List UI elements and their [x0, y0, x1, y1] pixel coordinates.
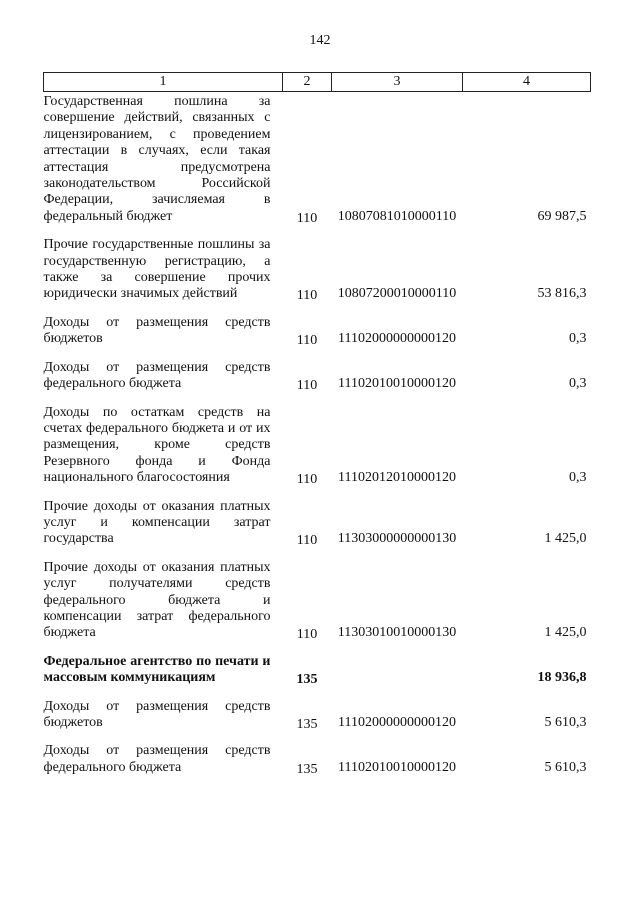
table-row: [44, 652, 591, 689]
row-amount: 5 610,3: [544, 759, 587, 775]
row-spacer-cell: [44, 350, 591, 358]
table-row: [44, 558, 591, 644]
row-admin-code: 135: [296, 672, 318, 688]
row-classification-code: 11303000000000130: [337, 531, 457, 547]
row-spacer: [44, 350, 591, 358]
row-admin-code: 110: [296, 378, 318, 394]
row-spacer-cell: [44, 550, 591, 558]
row-description: Доходы от размещения средств бюджетов: [43, 698, 271, 730]
table-row: [44, 697, 591, 734]
row-description: Федеральное агентство по печати и массовым коммуникациям: [43, 653, 271, 686]
row-admin-code: 110: [296, 210, 318, 226]
header-col-2: 2: [283, 73, 332, 92]
table-row: [44, 313, 591, 350]
table-row: [44, 403, 591, 489]
row-description: Прочие доходы от оказания платных услуг и компенсации затрат государства: [43, 498, 271, 547]
row-amount: 69 987,5: [537, 208, 587, 224]
row-classification-code: 10807200010000110: [337, 286, 457, 302]
row-classification-code: 11102012010000120: [338, 470, 456, 486]
row-spacer-cell: [44, 395, 591, 403]
row-amount: 53 816,3: [537, 286, 587, 302]
row-spacer: [44, 395, 591, 403]
row-amount: 5 610,3: [544, 715, 587, 730]
row-classification-code: 10807081010000110: [337, 208, 457, 224]
table-row: [44, 358, 591, 395]
row-description: Доходы от размещения средств федерального бюджета: [43, 359, 271, 392]
row-classification-code: 11303010010000130: [337, 625, 457, 641]
row-description: Доходы по остаткам средств на счетах федерального бюджета и от их размещения, кроме средств Резервного фонда и Фонда национального благосостояния: [43, 404, 271, 486]
row-spacer: [44, 305, 591, 313]
row-spacer: [44, 550, 591, 558]
row-classification-code: 11102000000000120: [338, 331, 456, 347]
row-admin-code: 110: [296, 333, 318, 349]
table-body: [44, 92, 591, 779]
row-classification-code: [332, 652, 463, 689]
row-description: Прочие доходы от оказания платных услуг получателями средств федерального бюджета и компенсации затрат федерального бюджета: [43, 559, 271, 641]
row-admin-code: 110: [296, 533, 318, 549]
row-admin-code: 110: [296, 472, 318, 488]
table-header: [44, 73, 591, 92]
row-spacer: [44, 689, 591, 697]
row-amount: 0,3: [569, 470, 587, 486]
row-description: Прочие государственные пошлины за государственную регистрацию, а также за совершение прочих юридически значимых действий: [43, 237, 271, 302]
table-row: [44, 92, 591, 228]
row-spacer: [44, 733, 591, 741]
row-classification-code: 11102000000000120: [338, 715, 456, 730]
row-spacer-cell: [44, 733, 591, 741]
row-description: Доходы от размещения средств федерального бюджета: [43, 743, 271, 775]
row-amount: 1 425,0: [544, 625, 587, 641]
table-row: [44, 497, 591, 550]
row-description: Государственная пошлина за совершение действий, связанных с лицензированием, с проведением аттестации в случаях, если такая аттестация предусмотрена законодательством Российской Федерации, зачисляемая в федеральный бюджет: [43, 94, 271, 224]
row-spacer: [44, 227, 591, 235]
table-row: [44, 235, 591, 305]
row-amount: 18 936,8: [537, 670, 587, 686]
row-classification-code: 11102010010000120: [338, 759, 456, 775]
row-classification-code: 11102010010000120: [338, 376, 456, 392]
row-admin-code: 110: [296, 627, 318, 643]
header-col-1: 1: [44, 73, 283, 92]
row-amount: 1 425,0: [544, 531, 587, 547]
row-spacer: [44, 489, 591, 497]
page-number: 142: [309, 33, 331, 48]
revenue-table: [43, 72, 591, 778]
row-admin-code: 110: [296, 288, 318, 304]
row-spacer-cell: [44, 689, 591, 697]
row-spacer-cell: [44, 227, 591, 235]
row-spacer-cell: [44, 644, 591, 652]
row-amount: 0,3: [569, 331, 587, 347]
row-admin-code: 135: [296, 717, 318, 732]
row-spacer: [44, 644, 591, 652]
header-row: [44, 73, 591, 92]
row-amount: 0,3: [569, 376, 587, 392]
header-col-4: 4: [463, 73, 591, 92]
row-spacer-cell: [44, 305, 591, 313]
table-row: [44, 741, 591, 778]
row-admin-code: 135: [296, 761, 318, 777]
row-description: Доходы от размещения средств бюджетов: [43, 314, 271, 347]
header-col-3: 3: [332, 73, 463, 92]
row-spacer-cell: [44, 489, 591, 497]
